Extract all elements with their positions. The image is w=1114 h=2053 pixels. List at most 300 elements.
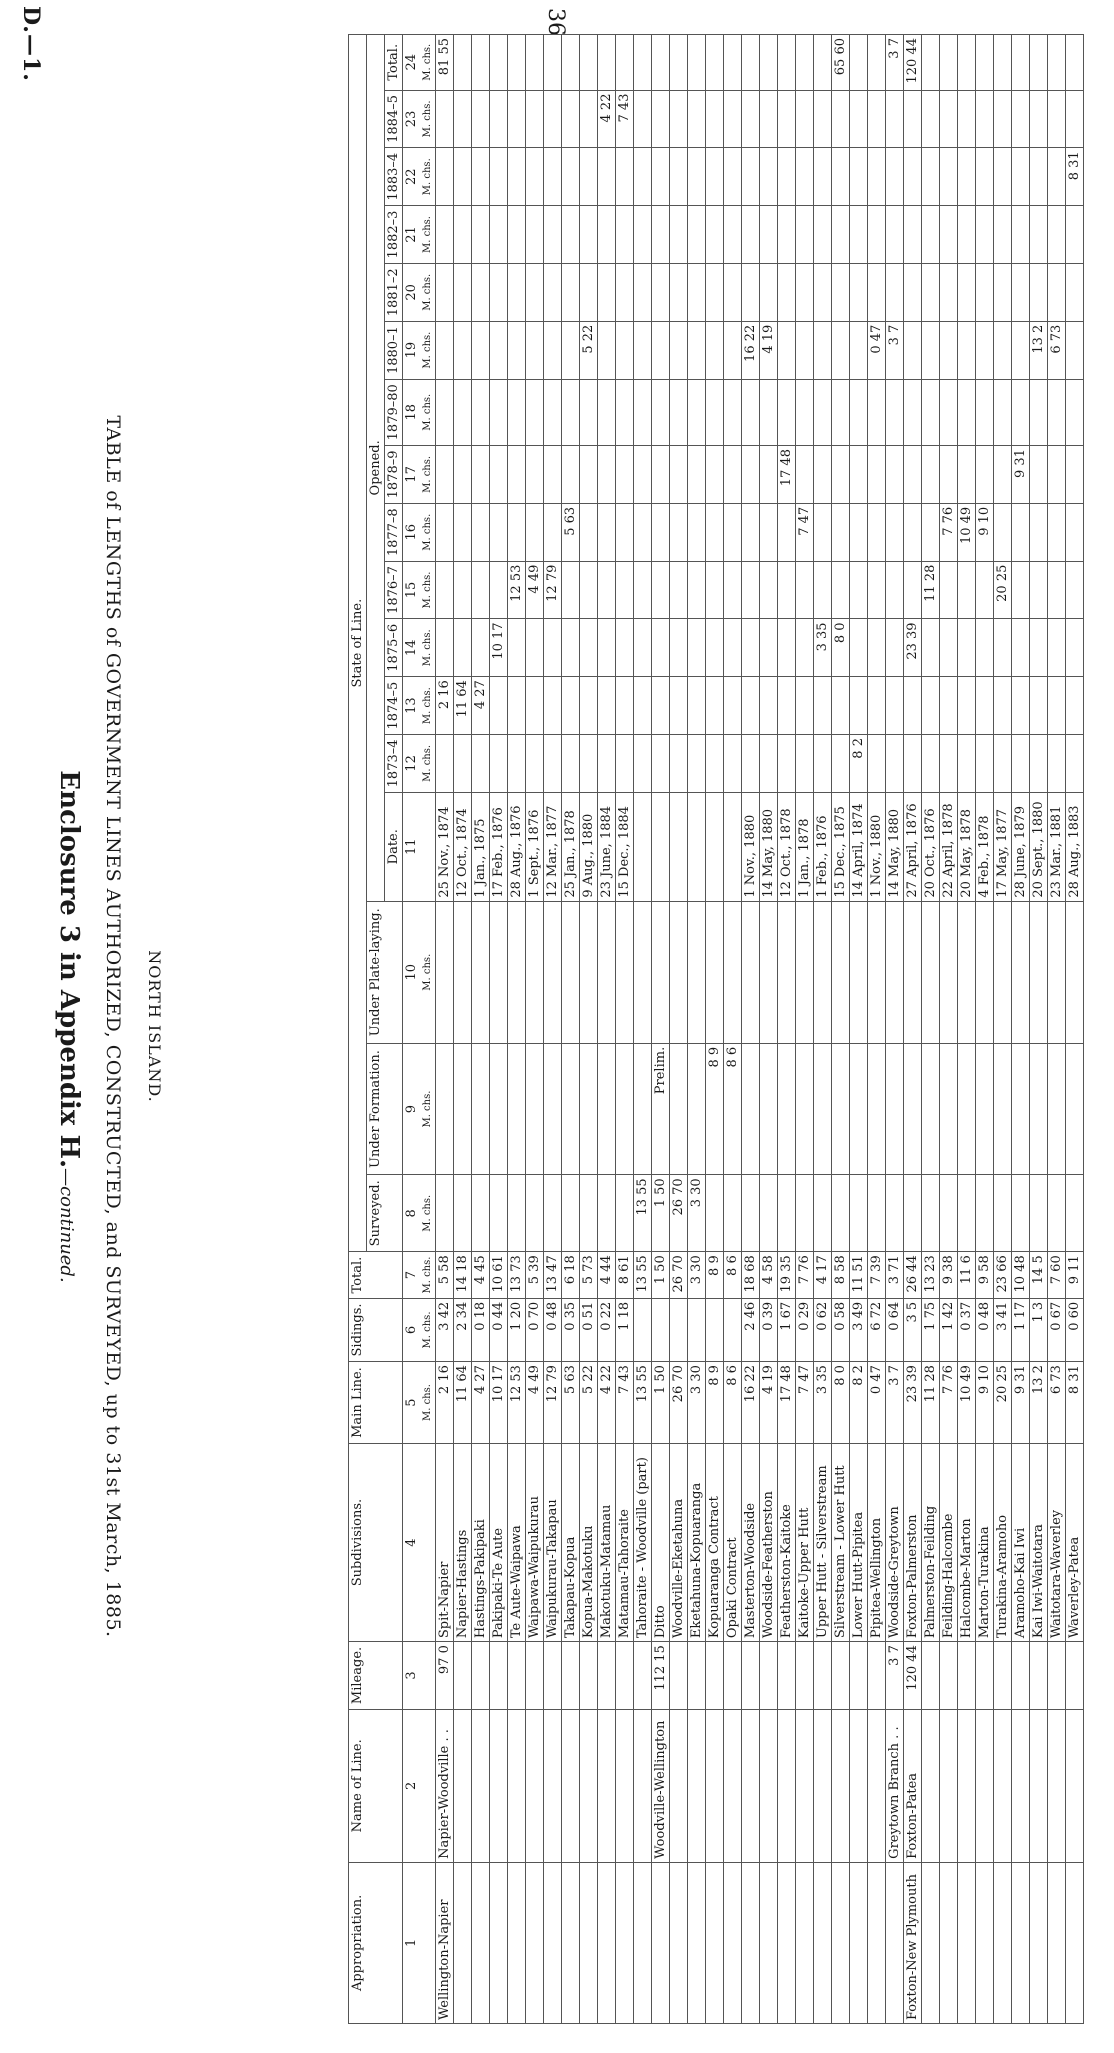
subdivision-cell: Spit-Napier [436, 1443, 454, 1641]
year-value-cell [850, 90, 868, 148]
year-value-cell [598, 321, 616, 379]
line-name-cell [922, 1709, 940, 1862]
appropriation-cell [580, 1862, 598, 2023]
table-row [454, 35, 472, 2024]
year-value-cell [724, 503, 742, 561]
year-value-cell: 8 2 [850, 735, 868, 793]
year-value-cell [598, 677, 616, 735]
appropriation-cell [670, 1862, 688, 2023]
year-value-cell [724, 561, 742, 619]
surveyed-cell [886, 1175, 904, 1252]
year-value-cell: 10 17 [490, 619, 508, 677]
column-number [403, 677, 436, 735]
line-name-cell [1048, 1709, 1066, 1862]
under-formation-cell [1030, 1043, 1048, 1175]
date-cell: 20 May, 1878 [958, 792, 976, 901]
date-cell: 17 Feb., 1876 [490, 792, 508, 901]
year-value-cell [850, 148, 868, 206]
sidings-cell: 0 35 [562, 1298, 580, 1361]
subdivision-cell: Waipawa-Waipukurau [526, 1443, 544, 1641]
year-value-cell [742, 148, 760, 206]
sidings-cell: 1 3 [1030, 1298, 1048, 1361]
year-value-cell [562, 677, 580, 735]
year-value-cell [490, 148, 508, 206]
main-line-cell: 0 47 [868, 1362, 886, 1444]
year-value-cell [598, 735, 616, 793]
under-platelaying-cell [472, 901, 490, 1043]
year-value-cell [886, 206, 904, 264]
main-line-cell: 8 9 [706, 1362, 724, 1444]
year-value-cell [724, 90, 742, 148]
total-cell: 6 18 [562, 1252, 580, 1299]
year-value-cell: 13 2 [1030, 321, 1048, 379]
sidings-cell [688, 1298, 706, 1361]
sidings-cell: 1 20 [508, 1298, 526, 1361]
date-cell: 14 April, 1874 [850, 792, 868, 901]
year-value-cell [1030, 677, 1048, 735]
year-value-cell [850, 206, 868, 264]
sidings-cell: 2 46 [742, 1298, 760, 1361]
date-cell [670, 792, 688, 901]
under-formation-cell [544, 1043, 562, 1175]
table-row [634, 35, 652, 2024]
main-line-cell: 5 63 [562, 1362, 580, 1444]
under-platelaying-cell [526, 901, 544, 1043]
year-value-cell [454, 321, 472, 379]
year-value-cell [436, 206, 454, 264]
surveyed-cell [724, 1175, 742, 1252]
date-cell: 28 Aug., 1876 [508, 792, 526, 901]
mileage-cell [994, 1642, 1012, 1710]
year-value-cell [1030, 446, 1048, 504]
year-value-cell: 9 31 [1012, 446, 1030, 504]
year-value-cell [958, 263, 976, 321]
column-number-label: 2 [404, 1781, 419, 1790]
year-value-cell [670, 561, 688, 619]
year-value-cell [796, 263, 814, 321]
main-line-cell: 9 31 [1012, 1362, 1030, 1444]
mileage-cell [688, 1642, 706, 1710]
lengths-table [348, 34, 1084, 2024]
group-total-cell [724, 35, 742, 91]
under-platelaying-cell [562, 901, 580, 1043]
date-cell: 14 May, 1880 [886, 792, 904, 901]
column-number [403, 1252, 436, 1299]
year-value-cell [832, 379, 850, 446]
date-cell: 15 Dec., 1884 [616, 792, 634, 901]
under-formation-cell [994, 1043, 1012, 1175]
surveyed-cell [1066, 1175, 1084, 1252]
under-formation-cell [526, 1043, 544, 1175]
col-under-platelaying: Under Plate-laying. [367, 901, 403, 1043]
year-value-cell [436, 503, 454, 561]
group-total-cell [616, 35, 634, 91]
under-platelaying-cell [778, 901, 796, 1043]
column-number [403, 619, 436, 677]
under-formation-cell [1066, 1043, 1084, 1175]
date-cell: 12 Oct., 1878 [778, 792, 796, 901]
column-number-label: 14 [404, 639, 419, 657]
year-value-cell: 20 25 [994, 561, 1012, 619]
main-line-cell: 8 31 [1066, 1362, 1084, 1444]
main-line-cell: 5 22 [580, 1362, 598, 1444]
year-value-cell [670, 446, 688, 504]
line-name-cell [994, 1709, 1012, 1862]
year-value-cell [1048, 148, 1066, 206]
year-value-cell [454, 619, 472, 677]
year-value-cell [436, 379, 454, 446]
group-total-cell [598, 35, 616, 91]
year-value-cell [922, 735, 940, 793]
subdivision-cell: Aramoho-Kai Iwi [1012, 1443, 1030, 1641]
year-value-cell [886, 90, 904, 148]
year-value-cell [598, 263, 616, 321]
surveyed-cell [1012, 1175, 1030, 1252]
line-name-cell [670, 1709, 688, 1862]
column-number-label: 18 [404, 404, 419, 421]
main-line-cell: 10 17 [490, 1362, 508, 1444]
date-cell: 22 April, 1878 [940, 792, 958, 901]
appropriation-cell [886, 1862, 904, 2023]
appropriation-cell [724, 1862, 742, 2023]
total-cell: 7 60 [1048, 1252, 1066, 1299]
year-value-cell [706, 503, 724, 561]
line-name-cell [544, 1709, 562, 1862]
year-value-cell [958, 561, 976, 619]
under-platelaying-cell [742, 901, 760, 1043]
year-value-cell [436, 735, 454, 793]
year-value-cell [670, 90, 688, 148]
subdivision-cell: Halcombe-Marton [958, 1443, 976, 1641]
group-total-cell: 3 7 [886, 35, 904, 91]
main-line-cell: 9 10 [976, 1362, 994, 1444]
year-value-cell [760, 503, 778, 561]
surveyed-cell [544, 1175, 562, 1252]
appropriation-cell [472, 1862, 490, 2023]
year-value-cell [1048, 561, 1066, 619]
group-total-cell: 65 60 [832, 35, 850, 91]
year-value-cell [580, 148, 598, 206]
group-total-cell [706, 35, 724, 91]
mileage-cell [670, 1642, 688, 1710]
under-platelaying-cell [1066, 901, 1084, 1043]
year-value-cell [490, 206, 508, 264]
group-total-cell [994, 35, 1012, 91]
under-formation-cell: 8 6 [724, 1043, 742, 1175]
year-value-cell: 23 39 [904, 619, 922, 677]
year-value-cell [958, 90, 976, 148]
surveyed-cell [706, 1175, 724, 1252]
surveyed-cell [922, 1175, 940, 1252]
year-value-cell [526, 263, 544, 321]
group-total-cell [742, 35, 760, 91]
surveyed-cell: 1 50 [652, 1175, 670, 1252]
mileage-cell [742, 1642, 760, 1710]
appropriation-cell [1012, 1862, 1030, 2023]
surveyed-cell [850, 1175, 868, 1252]
year-value-cell [472, 263, 490, 321]
main-line-cell: 7 47 [796, 1362, 814, 1444]
year-value-cell [1066, 735, 1084, 793]
year-value-cell [1048, 206, 1066, 264]
year-value-cell [706, 735, 724, 793]
year-value-cell [742, 90, 760, 148]
table-row [814, 35, 832, 2024]
mileage-cell [706, 1642, 724, 1710]
year-value-cell [1012, 148, 1030, 206]
total-cell: 8 9 [706, 1252, 724, 1299]
year-value-cell [1048, 735, 1066, 793]
table-row [1030, 35, 1048, 2024]
year-value-cell [904, 677, 922, 735]
year-value-cell [1066, 677, 1084, 735]
year-value-cell [706, 677, 724, 735]
total-cell: 11 6 [958, 1252, 976, 1299]
column-number-label: 11 [404, 838, 419, 856]
table-row [904, 35, 922, 2024]
year-value-cell [616, 379, 634, 446]
year-value-cell [1048, 263, 1066, 321]
unit-label: M. chs. [422, 1256, 433, 1294]
year-value-cell [598, 619, 616, 677]
sidings-cell: 1 75 [922, 1298, 940, 1361]
year-value-cell [490, 735, 508, 793]
under-platelaying-cell [1030, 901, 1048, 1043]
year-value-cell [832, 446, 850, 504]
under-formation-cell [472, 1043, 490, 1175]
table-row [976, 35, 994, 2024]
date-cell: 12 Mar., 1877 [544, 792, 562, 901]
col-year: 1880–1 [385, 321, 403, 379]
year-value-cell [832, 503, 850, 561]
document-reference: D.—1. [18, 6, 44, 82]
line-name-cell [562, 1709, 580, 1862]
mileage-cell [634, 1642, 652, 1710]
appropriation-cell [706, 1862, 724, 2023]
group-total-cell [778, 35, 796, 91]
date-cell: 25 Nov., 1874 [436, 792, 454, 901]
mileage-cell [580, 1642, 598, 1710]
date-cell: 20 Oct., 1876 [922, 792, 940, 901]
year-value-cell [634, 503, 652, 561]
main-line-cell: 4 49 [526, 1362, 544, 1444]
year-value-cell [922, 379, 940, 446]
mileage-cell [490, 1642, 508, 1710]
line-name-cell [796, 1709, 814, 1862]
year-value-cell [616, 321, 634, 379]
subdivision-cell: Napier-Hastings [454, 1443, 472, 1641]
appropriation-cell [742, 1862, 760, 2023]
surveyed-cell [454, 1175, 472, 1252]
year-value-cell [904, 263, 922, 321]
main-line-cell: 2 16 [436, 1362, 454, 1444]
column-number-label: 12 [404, 755, 419, 772]
year-value-cell [796, 321, 814, 379]
group-total-cell [634, 35, 652, 91]
year-value-cell [760, 561, 778, 619]
year-value-cell [868, 148, 886, 206]
date-cell: 1 Nov., 1880 [742, 792, 760, 901]
under-platelaying-cell [850, 901, 868, 1043]
mileage-cell [1012, 1642, 1030, 1710]
table-row [490, 35, 508, 2024]
total-cell: 18 68 [742, 1252, 760, 1299]
mileage-cell [724, 1642, 742, 1710]
main-line-cell: 23 39 [904, 1362, 922, 1444]
year-value-cell [904, 148, 922, 206]
year-value-cell [958, 206, 976, 264]
year-value-cell [1066, 379, 1084, 446]
main-line-cell: 13 2 [1030, 1362, 1048, 1444]
under-formation-cell [1048, 1043, 1066, 1175]
year-value-cell [616, 503, 634, 561]
year-value-cell [868, 206, 886, 264]
sidings-cell [706, 1298, 724, 1361]
column-number-label: 7 [404, 1270, 419, 1280]
year-value-cell [778, 379, 796, 446]
year-value-cell [616, 446, 634, 504]
year-value-cell [1012, 263, 1030, 321]
year-value-cell [760, 677, 778, 735]
year-value-cell [1012, 321, 1030, 379]
date-cell: 1 Nov., 1880 [868, 792, 886, 901]
date-cell [634, 792, 652, 901]
subdivision-cell: Kopuaranga Contract [706, 1443, 724, 1641]
year-value-cell [508, 206, 526, 264]
year-value-cell [652, 735, 670, 793]
under-formation-cell [670, 1043, 688, 1175]
year-value-cell [994, 735, 1012, 793]
main-line-cell: 3 7 [886, 1362, 904, 1444]
line-name-cell [1012, 1709, 1030, 1862]
year-value-cell [994, 321, 1012, 379]
year-value-cell [508, 735, 526, 793]
year-value-cell [562, 206, 580, 264]
table-row [562, 35, 580, 2024]
line-name-cell [850, 1709, 868, 1862]
subdivision-cell: Hastings-Pakipaki [472, 1443, 490, 1641]
year-value-cell [688, 263, 706, 321]
group-total-cell [526, 35, 544, 91]
year-value-cell [454, 446, 472, 504]
year-value-cell [670, 148, 688, 206]
total-cell: 4 17 [814, 1252, 832, 1299]
year-value-cell [472, 321, 490, 379]
date-cell [724, 792, 742, 901]
group-total-cell [580, 35, 598, 91]
col-surveyed: Surveyed. [367, 1175, 403, 1252]
year-value-cell [832, 321, 850, 379]
year-value-cell [760, 148, 778, 206]
table-row [580, 35, 598, 2024]
appropriation-cell [868, 1862, 886, 2023]
column-number [403, 503, 436, 561]
year-value-cell [652, 206, 670, 264]
column-number [403, 1175, 436, 1252]
column-number [403, 1362, 436, 1444]
mileage-cell [814, 1642, 832, 1710]
year-value-cell [634, 379, 652, 446]
sidings-cell: 1 42 [940, 1298, 958, 1361]
year-value-cell [1012, 619, 1030, 677]
column-number [403, 792, 436, 901]
table-row [670, 35, 688, 2024]
year-value-cell [814, 148, 832, 206]
year-value-cell [706, 321, 724, 379]
year-value-cell [436, 561, 454, 619]
year-value-cell [994, 263, 1012, 321]
mileage-cell [940, 1642, 958, 1710]
year-value-cell [544, 446, 562, 504]
year-value-cell [724, 321, 742, 379]
table-row [544, 35, 562, 2024]
year-value-cell [742, 677, 760, 735]
appropriation-cell [454, 1862, 472, 2023]
year-value-cell [652, 379, 670, 446]
total-cell: 5 58 [436, 1252, 454, 1299]
under-platelaying-cell [868, 901, 886, 1043]
year-value-cell [976, 735, 994, 793]
col-year: 1881–2 [385, 263, 403, 321]
under-formation-cell [1012, 1043, 1030, 1175]
column-number-label: 9 [404, 1104, 419, 1114]
date-cell: 9 Aug., 1880 [580, 792, 598, 901]
year-value-cell [580, 561, 598, 619]
table-row [472, 35, 490, 2024]
mileage-cell [976, 1642, 994, 1710]
subdivision-cell: Opaki Contract [724, 1443, 742, 1641]
year-value-cell [940, 90, 958, 148]
col-mileage: Mileage. [349, 1642, 403, 1710]
header-row-1 [349, 35, 367, 2024]
mileage-cell [760, 1642, 778, 1710]
year-value-cell [760, 206, 778, 264]
column-number-label: 16 [404, 523, 419, 541]
year-value-cell [994, 206, 1012, 264]
year-value-cell [670, 677, 688, 735]
col-year: 1883–4 [385, 148, 403, 206]
year-value-cell [526, 379, 544, 446]
year-value-cell [958, 321, 976, 379]
year-value-cell [1012, 503, 1030, 561]
year-value-cell: 6 73 [1048, 321, 1066, 379]
year-value-cell [832, 735, 850, 793]
year-value-cell [778, 735, 796, 793]
under-platelaying-cell [652, 901, 670, 1043]
col-subdivisions: Subdivisions. [349, 1443, 403, 1641]
year-value-cell [508, 446, 526, 504]
year-value-cell [940, 148, 958, 206]
sidings-cell: 0 48 [544, 1298, 562, 1361]
year-value-cell [544, 379, 562, 446]
year-value-cell [976, 263, 994, 321]
year-value-cell [994, 90, 1012, 148]
title-continued: —continued. [56, 1168, 77, 1283]
year-value-cell [526, 619, 544, 677]
table-row [436, 35, 454, 2024]
year-value-cell [1030, 619, 1048, 677]
year-value-cell [724, 735, 742, 793]
mileage-cell: 3 7 [886, 1642, 904, 1710]
under-formation-cell [454, 1043, 472, 1175]
sidings-cell: 0 29 [796, 1298, 814, 1361]
unit-label: M. chs. [422, 455, 433, 493]
year-value-cell [1048, 446, 1066, 504]
under-platelaying-cell [796, 901, 814, 1043]
main-line-cell: 4 22 [598, 1362, 616, 1444]
year-value-cell [994, 379, 1012, 446]
year-value-cell [706, 206, 724, 264]
